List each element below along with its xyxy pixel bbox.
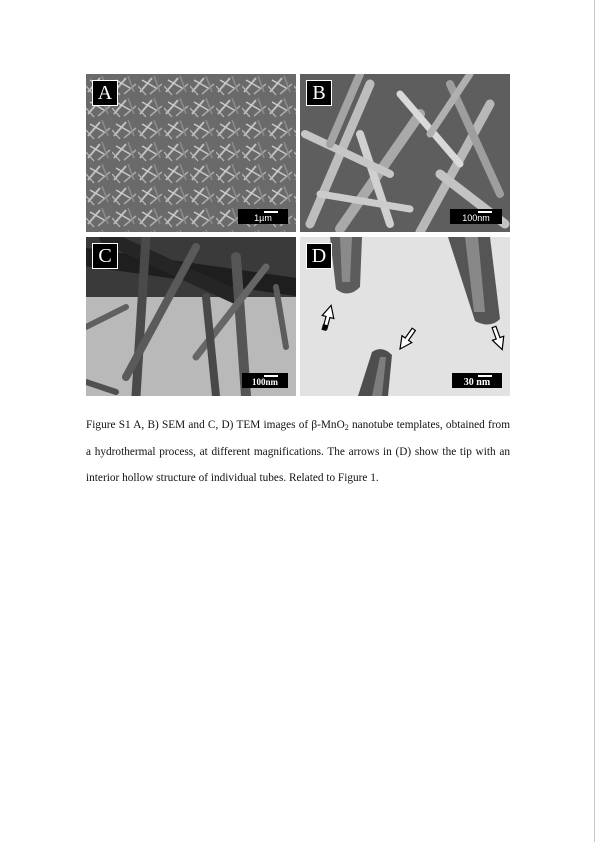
figure-s1	[86, 74, 510, 396]
caption-part-1: Figure S1 A, B) SEM and C, D) TEM images of β-MnO	[86, 419, 345, 431]
panel-a-sem-image	[86, 74, 296, 232]
panel-letter: D	[306, 243, 332, 269]
scale-bar	[242, 373, 288, 388]
scale-bar	[452, 373, 502, 388]
scale-bar-label: 100nm	[462, 213, 490, 223]
caption-text	[86, 412, 510, 492]
scale-bar	[450, 209, 502, 224]
scale-bar-label: 30 nm	[463, 377, 491, 388]
scale-bar-label: 100nm	[251, 377, 278, 387]
scale-bar-label: 1µm	[254, 213, 272, 223]
figure-caption	[86, 412, 510, 492]
caption-part-2: nanotube templates, obtained from a hydrothermal process, at different magnifications. The arrows in (D) show the tip with an interior hollow structure of individual tubes. Related to Figure 1.	[86, 419, 510, 484]
panel-letter: C	[92, 243, 118, 269]
panel-d-tem-image	[300, 237, 510, 396]
panel-letter: B	[306, 80, 332, 106]
panel-b-sem-image	[300, 74, 510, 232]
scale-bar	[238, 209, 288, 224]
caption-subscript: 2	[344, 423, 349, 432]
panel-c-tem-image	[86, 237, 296, 396]
panel-letter: A	[92, 80, 118, 106]
